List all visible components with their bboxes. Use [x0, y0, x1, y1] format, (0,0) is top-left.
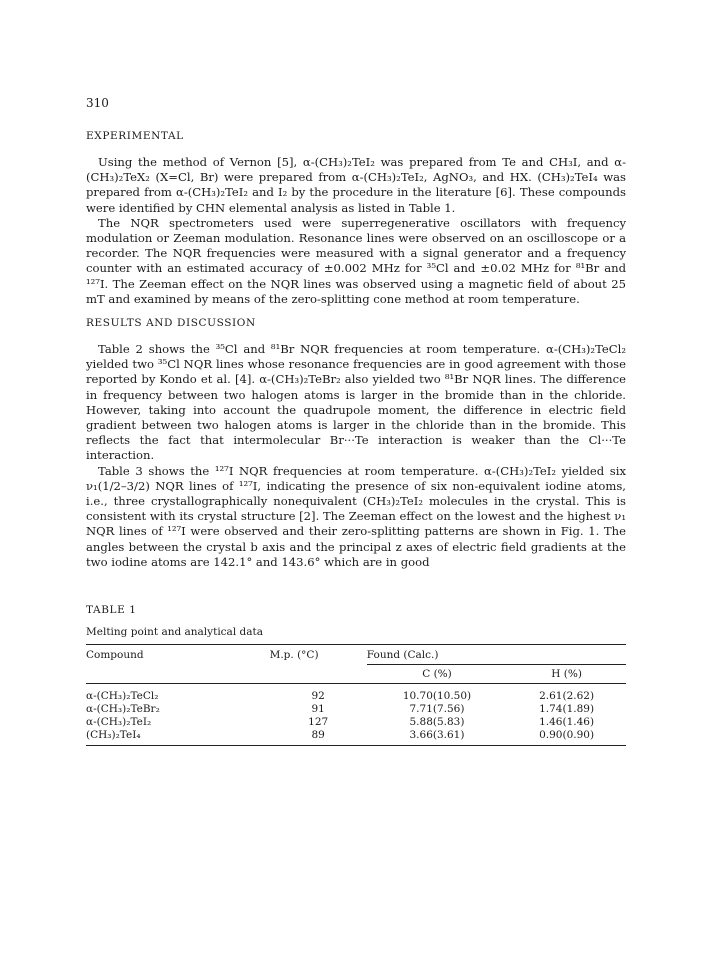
table-row — [86, 729, 626, 746]
cell-compound: α-(CH₃)₂TeBr₂ — [86, 703, 160, 716]
cell-c: 10.70(10.50) — [367, 684, 507, 704]
cell-h: 2.61(2.62) — [507, 684, 626, 704]
experimental-heading: EXPERIMENTAL — [86, 130, 184, 142]
cell-mp: 127 — [308, 716, 329, 729]
table-row — [86, 684, 626, 704]
col-c: C (%) — [367, 665, 507, 684]
results-paragraph-1: Table 2 shows the ³⁵Cl and ⁸¹Br NQR frequencies at room temperature. α-(CH₃)₂TeCl₂ yielded two ³⁵Cl NQR lines whose resonance frequencies are in good agreement with those reported by Kondo et al. [4]. α-(CH₃)₂TeBr₂ also yielded two ⁸¹Br NQR lines. The difference in frequency between two halogen atoms is larger in the bromide than in the chloride. However, taking into account the quadrupole moment, the difference in electric field gradient between two halogen atoms is larger in the chloride than in the bromide. This reflects the fact that intermolecular Br···Te interaction is weaker than the Cl···Te interaction. — [86, 342, 626, 463]
cell-compound: α-(CH₃)₂TeCl₂ — [86, 684, 270, 704]
cell-compound: (CH₃)₂TeI₄ — [86, 729, 270, 746]
paper-page — [86, 96, 626, 746]
page-number: 310 — [86, 96, 109, 110]
cell-mp: 89 — [270, 729, 367, 746]
col-mp: M.p. (°C) — [270, 645, 367, 665]
cell-c: 3.66(3.61) — [367, 729, 507, 746]
col-h: H (%) — [507, 665, 626, 684]
experimental-paragraph-1: Using the method of Vernon [5], α-(CH₃)₂TeI₂ was prepared from Te and CH₃I, and α-(CH₃)₂TeX₂ (X=Cl, Br) were prepared from α-(CH₃)₂TeI₂, AgNO₃, and HX. (CH₃)₂TeI₄ was prepared from α-(CH₃)₂TeI₂ and I₂ by the procedure in the literature [6]. These compounds were identified by CHN elemental analysis as listed in Table 1. — [86, 155, 626, 215]
results-heading: RESULTS AND DISCUSSION — [86, 317, 256, 330]
cell-h: 1.46(1.46) — [539, 716, 595, 729]
table1-caption: Melting point and analytical data — [86, 626, 263, 639]
cell-c: 5.88(5.83) — [409, 716, 465, 729]
table-row — [86, 716, 626, 729]
table1 — [86, 644, 626, 746]
cell-c: 7.71(7.56) — [409, 703, 465, 716]
cell-compound: α-(CH₃)₂TeI₂ — [86, 716, 152, 729]
cell-h: 0.90(0.90) — [507, 729, 626, 746]
table-row — [86, 703, 626, 716]
experimental-paragraph-2: The NQR spectrometers used were superregenerative oscillators with frequency modulation or Zeeman modulation. Resonance lines were observed on an oscilloscope or a recorder. The NQR frequencies were measured with a signal generator and a frequency counter with an estimated accuracy of ±0.002 MHz for ³⁵Cl and ±0.02 MHz for ⁸¹Br and ¹²⁷I. The Zeeman effect on the NQR lines was observed using a magnetic field of about 25 mT and examined by means of the zero-splitting cone method at room temperature. — [86, 215, 626, 306]
cell-mp: 91 — [311, 703, 325, 716]
cell-mp: 92 — [270, 684, 367, 704]
results-paragraph-2: Table 3 shows the ¹²⁷I NQR frequencies at room temperature. α-(CH₃)₂TeI₂ yielded six ν₁(1/2–3/2) NQR lines of ¹²⁷I, indicating the presence of six non-equivalent iodine atoms, i.e., three crystallographically nonequivalent (CH₃)₂TeI₂ molecules in the crystal. This is consistent with its crystal structure [2]. The Zeeman effect on the lowest and the highest ν₁ NQR lines of ¹²⁷I were observed and their zero-splitting patterns are shown in Fig. 1. The angles between the crystal b axis and the principal z axes of electric field gradients at the two iodine atoms are 142.1° and 143.6° which are in good — [86, 463, 626, 569]
table1-label: TABLE 1 — [86, 604, 137, 617]
col-found: Found (Calc.) — [367, 645, 626, 665]
col-compound: Compound — [86, 645, 270, 665]
cell-h: 1.74(1.89) — [539, 703, 595, 716]
